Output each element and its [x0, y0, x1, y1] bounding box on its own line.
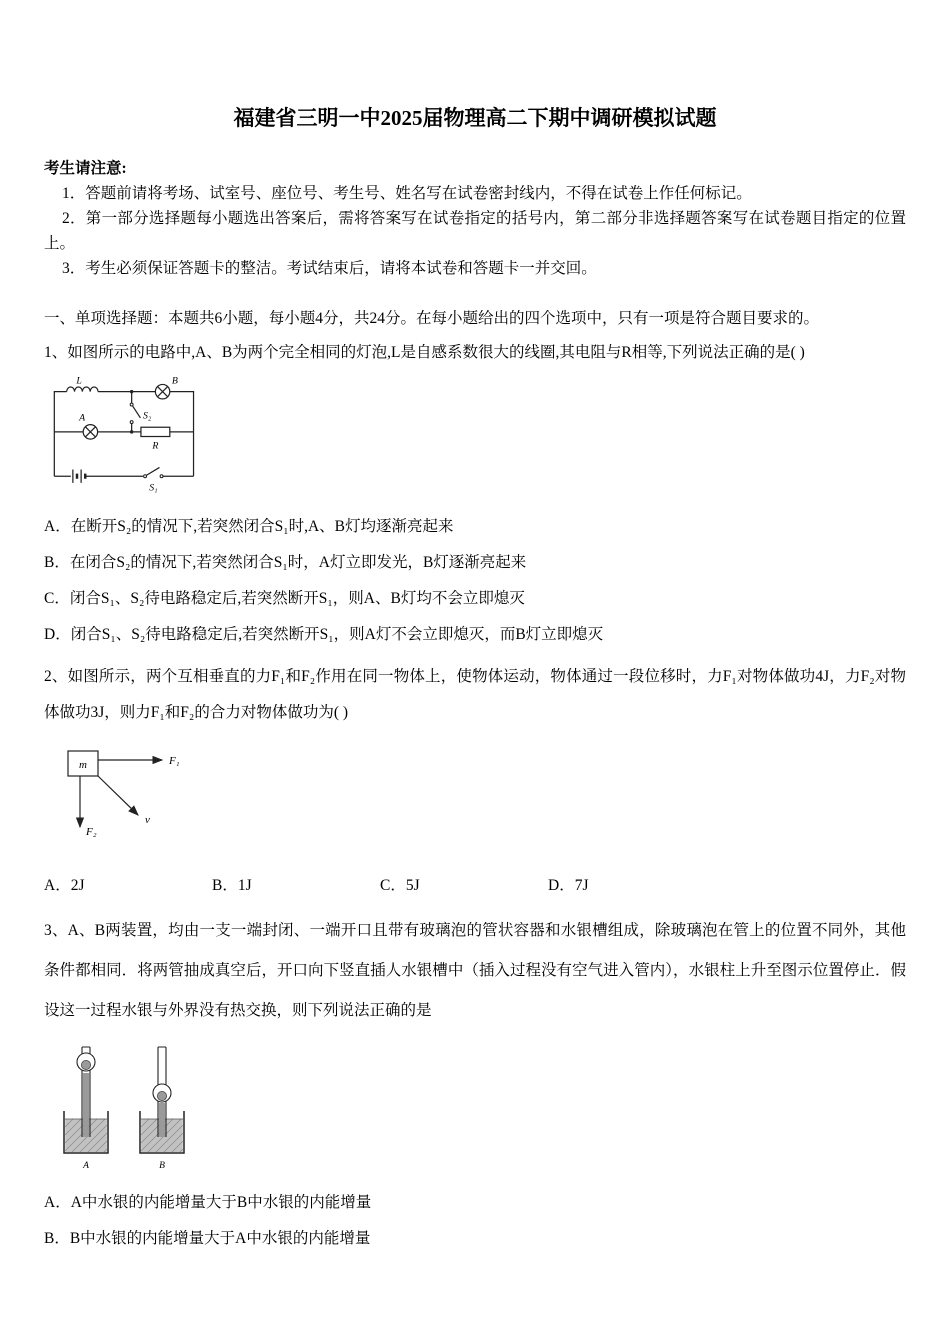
q3-option-b: B．B中水银的内能增量大于A中水银的内能增量	[44, 1230, 371, 1247]
q1-option-c: C．闭合S₁、S₂待电路稳定后,若突然断开S₁，则A、B灯均不会立即熄灭	[44, 590, 525, 607]
switch-S2	[130, 390, 152, 432]
label-F1: F₁	[169, 755, 180, 767]
notice-item-2: 2．第一部分选择题每小题选出答案后，需将答案写在试卷指定的括号内，第二部分非选择题答案写在试卷题目指定的位置上。	[44, 210, 906, 252]
q2-option-c: C．5J	[380, 877, 420, 894]
mercury-column-A	[83, 1073, 89, 1137]
force-diagram	[60, 741, 195, 843]
notice-item-1: 1．答题前请将考场、试室号、座位号、考生号、姓名写在试卷密封线内，不得在试卷上作任何标记。	[62, 185, 752, 202]
q1-option-b: B．在闭合S₂的情况下,若突然闭合S₁时，A灯立即发光，B灯逐渐亮起来	[44, 554, 527, 571]
label-F2: F₂	[86, 826, 97, 838]
lamp-B	[155, 375, 178, 398]
label-S2: S₂	[143, 410, 152, 422]
mass-block	[68, 751, 98, 776]
circuit-diagram	[44, 375, 209, 497]
q1-circuit-figure	[44, 375, 906, 502]
notice-header: 考生请注意:	[44, 160, 127, 177]
label-B: B	[171, 375, 178, 387]
q2-option-d: D．7J	[548, 877, 589, 894]
label-A: A	[79, 412, 86, 424]
inductor-L	[67, 375, 98, 391]
q3-stem: 3、A、B两装置，均由一支一端封闭、一端开口且带有玻璃泡的管状容器和水银槽组成，除玻璃泡在管上的位置不同外，其他条件都相同．将两管抽成真空后，开口向下竖直插人水银槽中（插入过程没有空气进入管内），水银柱上升至图示位置停止．假设这一过程水银与外界没有热交换，则下列说法正确的是	[44, 922, 906, 1019]
label-R: R	[152, 440, 159, 452]
q3-tubes-figure	[56, 1041, 906, 1178]
apparatus-A	[64, 1047, 108, 1171]
mercury-column-B	[159, 1103, 165, 1137]
mercury-ball-B	[157, 1091, 166, 1100]
page-title: 福建省三明一中2025届物理高二下期中调研模拟试题	[233, 106, 717, 130]
label-apparatus-B: B	[159, 1161, 165, 1171]
q2-stem: 2、如图所示，两个互相垂直的力F₁和F₂作用在同一物体上，使物体运动，物体通过一段位移时，力F₁对物体做功4J，力F₂对物体做功3J，则力F₁和F₂的合力对物体做功为( )	[44, 668, 906, 721]
label-L: L	[76, 375, 82, 387]
battery	[73, 470, 85, 483]
q1-option-a: A．在断开S₂的情况下,若突然闭合S₁时,A、B灯均逐渐亮起来	[44, 518, 454, 535]
q2-option-b: B．1J	[212, 877, 252, 894]
velocity-arrow	[98, 776, 150, 826]
label-S1: S₁	[149, 482, 158, 494]
apparatus-B	[140, 1047, 184, 1171]
label-v: v	[145, 814, 150, 826]
wire-right-rail	[170, 392, 194, 477]
junction-dot	[130, 430, 134, 434]
switch-S1	[144, 467, 163, 493]
wire-left-rail	[54, 392, 66, 477]
mercury-ball-A	[81, 1060, 90, 1069]
label-m: m	[79, 759, 87, 771]
section1-header: 一、单项选择题：本题共6小题，每小题4分，共24分。在每小题给出的四个选项中，只有一项是符合题目要求的。	[44, 310, 820, 327]
q3-option-a: A．A中水银的内能增量大于B中水银的内能增量	[44, 1194, 372, 1211]
q2-options-row	[44, 874, 906, 897]
q1-option-d: D．闭合S₁、S₂待电路稳定后,若突然断开S₁，则A灯不会立即熄灭，而B灯立即熄灭	[44, 626, 604, 643]
force-F2-arrow	[80, 776, 97, 838]
lamp-A	[78, 413, 98, 440]
force-F1-arrow	[98, 755, 180, 767]
label-apparatus-A: A	[83, 1161, 89, 1171]
resistor-R	[141, 427, 170, 451]
mercury-tubes-diagram	[56, 1041, 221, 1173]
q1-stem: 1、如图所示的电路中,A、B为两个完全相同的灯泡,L是自感系数很大的线圈,其电阻与R相等,下列说法正确的是( )	[44, 344, 805, 361]
q2-option-a: A．2J	[44, 877, 85, 894]
notice-item-3: 3．考生必须保证答题卡的整洁。考试结束后，请将本试卷和答题卡一并交回。	[62, 260, 597, 277]
q2-force-figure	[60, 741, 906, 848]
